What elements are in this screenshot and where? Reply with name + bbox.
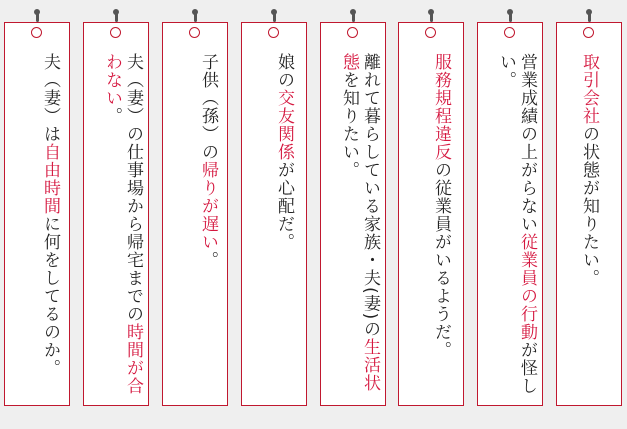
tag-text-highlight: 従業員の行動 xyxy=(517,233,537,341)
tag-string xyxy=(115,10,118,22)
tag-text-segment: が怪しい。 xyxy=(496,53,537,395)
tag-text-highlight: 服務規程違反 xyxy=(431,53,451,161)
tag-hole-icon xyxy=(110,27,121,38)
tag-text-segment: の従業員がいるようだ。 xyxy=(431,161,451,359)
tag-text xyxy=(39,53,60,397)
tag-text-segment: を知りたい。 xyxy=(339,71,359,179)
tag-card-employee-behavior xyxy=(477,22,543,406)
tag-card-living-status xyxy=(320,22,386,406)
tag-string xyxy=(36,10,39,22)
tag-text xyxy=(273,53,294,397)
tag-text-segment: 。 xyxy=(102,107,122,125)
tag-text xyxy=(430,53,451,397)
tag-hole-icon xyxy=(347,27,358,38)
tag-text-segment: 営業成績の上がらない xyxy=(517,53,537,233)
tag-text-segment: 子供（孫）の xyxy=(198,53,218,161)
tag-card-free-time xyxy=(4,22,70,406)
tag-text-segment: 離れて暮らしている家族・夫(妻)の xyxy=(360,53,380,339)
tag-text-highlight: 時間が合わない xyxy=(102,53,143,395)
tag-hole-icon xyxy=(504,27,515,38)
tag-text xyxy=(578,53,599,397)
tag-hole-icon xyxy=(189,27,200,38)
tag-text-highlight: 生活状態 xyxy=(339,53,380,393)
tag-text xyxy=(197,53,218,397)
tag-text-segment: 。 xyxy=(198,251,218,269)
tag-string xyxy=(352,10,355,22)
tag-card-rule-violation xyxy=(398,22,464,406)
tag-string xyxy=(509,10,512,22)
tag-text xyxy=(101,53,143,397)
tag-hole-icon xyxy=(31,27,42,38)
tag-card-business-partner xyxy=(556,22,622,406)
tag-hole-icon xyxy=(583,27,594,38)
tag-text-highlight: 自由時間 xyxy=(40,143,60,215)
tag-text-segment: の状態が知りたい。 xyxy=(579,125,599,287)
tag-card-late-return xyxy=(162,22,228,406)
tag-string xyxy=(273,10,276,22)
tag-hole-icon xyxy=(268,27,279,38)
tag-text-segment: 夫（妻）は xyxy=(40,53,60,143)
tag-card-friendships xyxy=(241,22,307,406)
tag-string xyxy=(194,10,197,22)
tag-text-segment: 夫（妻）の仕事場から帰宅までの xyxy=(123,53,143,323)
tag-string xyxy=(588,10,591,22)
tag-hole-icon xyxy=(425,27,436,38)
tag-text xyxy=(338,53,380,397)
tag-card-commute-time xyxy=(83,22,149,406)
tag-text-segment: に何をしてるのか。 xyxy=(40,215,60,377)
tag-text-highlight: 帰りが遅い xyxy=(198,161,218,251)
tag-string xyxy=(430,10,433,22)
tag-text xyxy=(495,53,537,397)
tag-text-segment: 娘の xyxy=(274,53,294,89)
tag-text-segment: が心配だ。 xyxy=(274,161,294,251)
tag-text-highlight: 交友関係 xyxy=(274,89,294,161)
tag-text-highlight: 取引会社 xyxy=(579,53,599,125)
